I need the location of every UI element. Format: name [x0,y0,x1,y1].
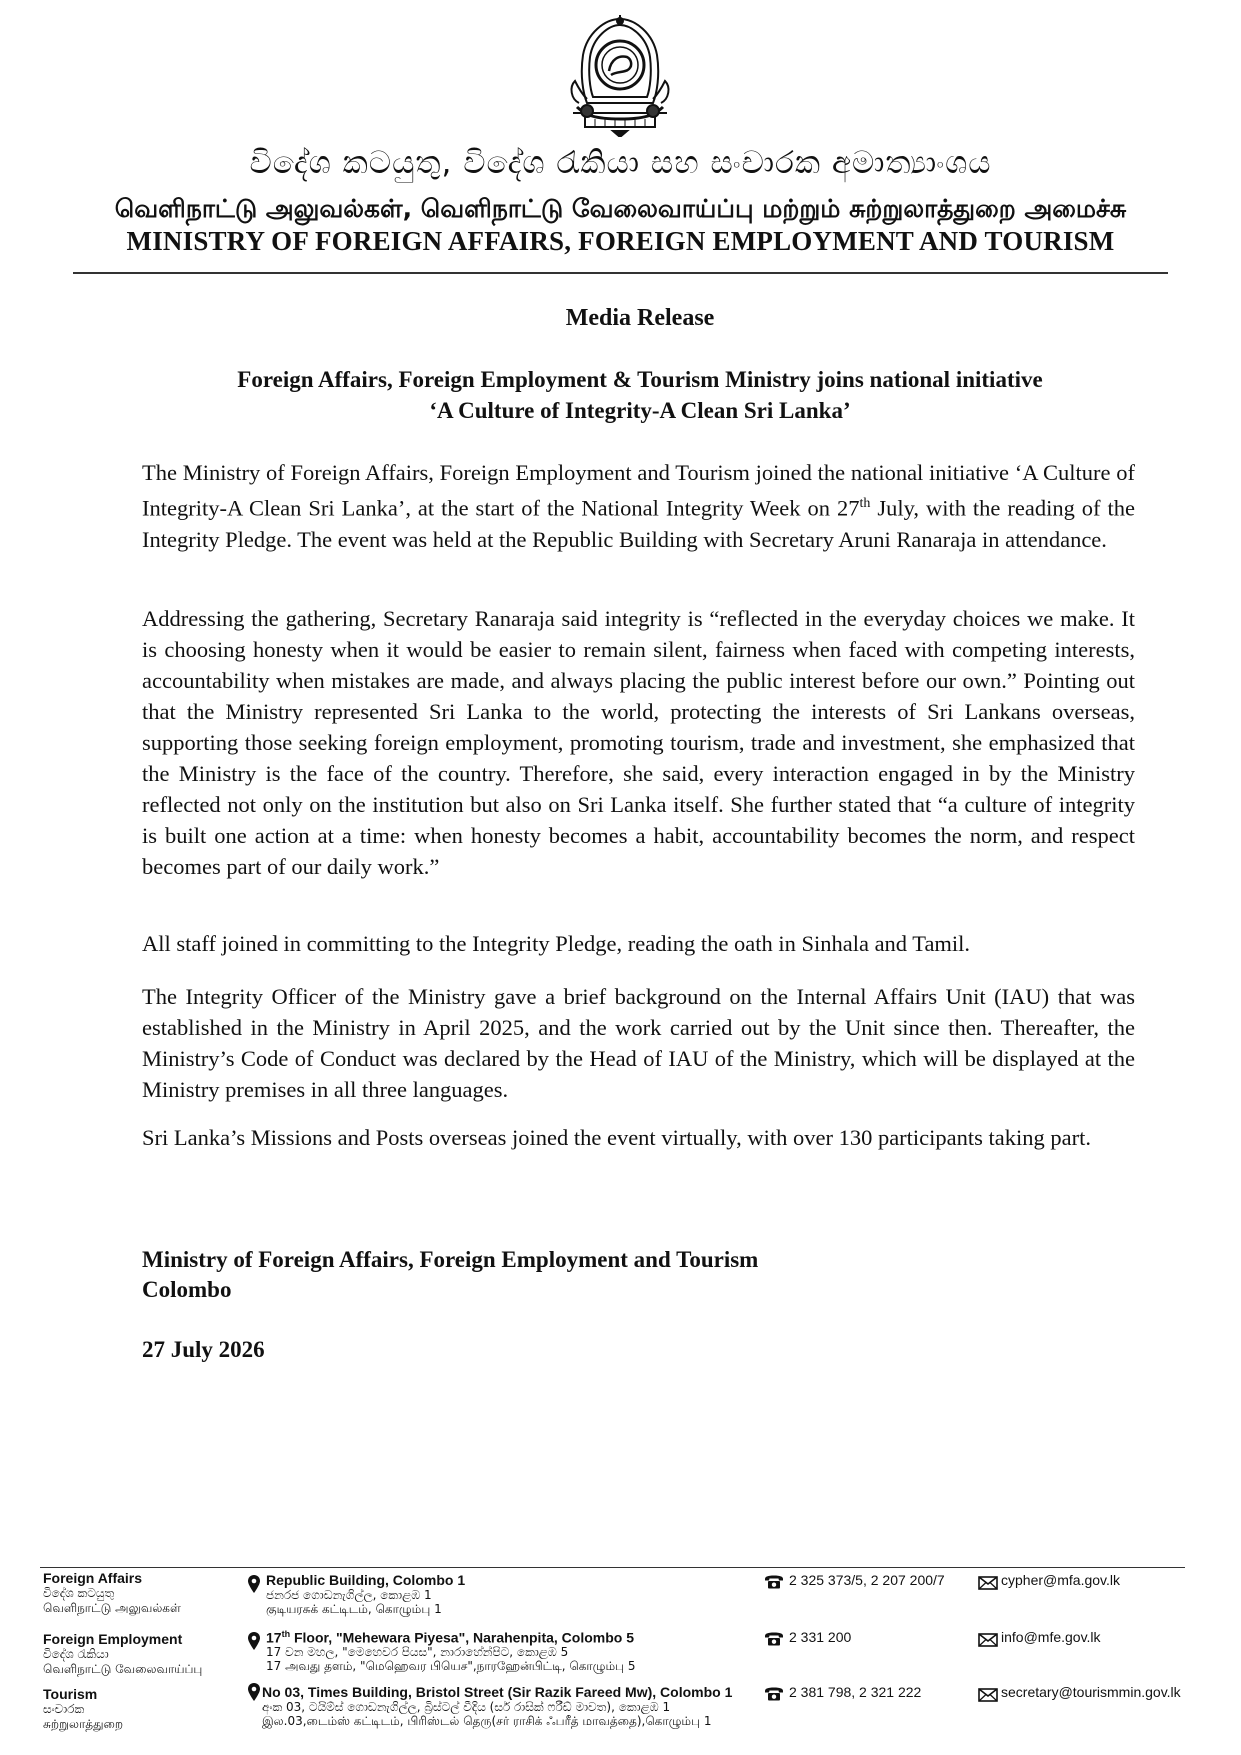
footer-dept-tourism: Tourism [43,1686,98,1702]
header-ministry-tamil: வெளிநாட்டு அலுவல்கள், வெளிநாட்டு வேலைவாய்ப்பு மற்றும் சுற்றுலாத்துறை அமைச்சு [114,194,1127,223]
paragraph-2: Addressing the gathering, Secretary Ranaraja said integrity is “reflected in the everyday choices we make. It is choosing honesty when it would be easier to remain silent, fairness when faced with competing interests, accountability when mistakes are made, and always placing the public interest before our own.” Pointing out that the Ministry represented Sri Lanka to the world, protecting the interests of Sri Lankans overseas, supporting those seeking foreign employment, promoting tourism, trade and investment, she emphasized that the Ministry is the face of the country. Therefore, she said, every interaction engaged in by the Ministry reflected not only on the institution but also on Sri Lanka itself. She further stated that “a culture of integrity is built one action at a time: when honesty becomes a habit, accountability becomes the norm, and respect becomes part of our daily work.” [142,606,1135,879]
footer-address-superscript: th [281,1629,291,1639]
paragraph-1-part-a: The Ministry of Foreign Affairs, Foreign Employment and Tourism joined the national initiative ‘A Culture of Integrity-A Clean Sri Lanka’, at the start of the National Integrity Week on 27 [142,460,1135,521]
footer-dept-si: විදේශ කටයුතු [43,1586,115,1600]
paragraph-1 [142,457,1135,555]
footer-telephone: 2 325 373/5, 2 207 200/7 [789,1572,945,1588]
footer-dept-foreign-employment: Foreign Employment [43,1631,183,1647]
footer-dept-si: සංචාරක [43,1702,85,1716]
header-ministry-english: MINISTRY OF FOREIGN AFFAIRS, FOREIGN EMPLOYMENT AND TOURISM [126,226,1115,256]
footer-address: Republic Building, Colombo 1 [266,1572,466,1588]
footer-address-ta: 17 அவது தளம், "மெஹெவர பியெச",நாரஹேன்பிட்டி, கொழும்பு 5 [266,1659,636,1673]
footer-address [266,1629,634,1646]
footer-address-si: අංක 03, ටයිම්ස් ගොඩනැගිල්ල, බ්‍රිස්ටල් වීදිය (සර් රාසික් ෆරීඩ් මාවත), කොළඹ 1 [262,1700,671,1714]
map-pin-icon [248,1632,260,1650]
footer-dept-ta: சுற்றுலாத்துறை [43,1717,124,1731]
signoff-ministry: Ministry of Foreign Affairs, Foreign Employment and Tourism [142,1247,759,1272]
envelope-icon [978,1576,998,1590]
footer-address-si: 17 වන මහල, "මෙහෙවර පියස", නාරාහේන්පිට, කොළඹ 5 [266,1645,569,1659]
footer-email-link[interactable]: info@mfe.gov.lk [1001,1629,1101,1645]
footer-email-link[interactable]: secretary@tourismmin.gov.lk [1001,1684,1181,1700]
telephone-icon [764,1632,784,1646]
release-date: 27 July 2026 [142,1337,265,1362]
footer-address-rest: Floor, "Mehewara Piyesa", Narahenpita, Colombo 5 [290,1629,635,1646]
footer-telephone: 2 381 798, 2 321 222 [789,1684,922,1700]
paragraph-5: Sri Lanka’s Missions and Posts overseas joined the event virtually, with over 130 participants taking part. [142,1125,1091,1150]
footer-divider [40,1567,1185,1568]
map-pin-icon [248,1575,260,1593]
envelope-icon [978,1633,998,1647]
paragraph-1-part-b: July, with the reading of the Integrity Pledge. The event was held at the Republic Building with Secretary Aruni Ranaraja in attendance. [142,495,1135,552]
header-ministry-sinhala: විදේශ කටයුතු, විදේශ රැකියා සහ සංචාරක අමාත්‍යාංශය [249,145,992,181]
footer-email-link[interactable]: cypher@mfa.gov.lk [1001,1572,1120,1588]
paragraph-3: All staff joined in committing to the Integrity Pledge, reading the oath in Sinhala and Tamil. [142,931,971,956]
footer-telephone: 2 331 200 [789,1629,852,1645]
release-title: Media Release [565,305,715,331]
header-divider [73,272,1168,274]
paragraph-4: The Integrity Officer of the Ministry gave a brief background on the Internal Affairs Unit (IAU) that was established in the Ministry in April 2025, and the work carried out by the Unit since then. Thereafter, the Ministry’s Code of Conduct was declared by the Head of IAU of the Ministry, which will be displayed at the Ministry premises in all three languages. [142,984,1135,1102]
paragraph-1-superscript: th [859,496,871,511]
signoff-city: Colombo [142,1277,232,1302]
footer-address-ta: இல.03,டைம்ஸ் கட்டிடம், பிரிஸ்டல் தெரு(சர் ராசிக் ஃபரீத் மாவத்தை),கொழும்பு 1 [262,1714,712,1728]
footer-address-ta: குடியரசுக் கட்டிடம், கொழும்பு 1 [266,1602,442,1616]
envelope-icon [978,1688,998,1702]
footer-dept-si: විදේශ රැකියා [43,1647,109,1661]
footer-dept-ta: வெளிநாட்டு அலுவல்கள் [43,1601,181,1615]
footer-dept-foreign-affairs: Foreign Affairs [43,1570,143,1586]
telephone-icon [764,1575,784,1589]
footer-address-floor: 17 [266,1629,282,1646]
state-emblem-icon [565,15,675,137]
footer-address: No 03, Times Building, Bristol Street (Sir Razik Fareed Mw), Colombo 1 [262,1684,733,1700]
footer-dept-ta: வெளிநாட்டு வேலைவாய்ப்பு [43,1662,203,1676]
footer-address-si: ජනරජ ගොඩනැගිල්ල, කොළඹ 1 [266,1588,432,1602]
telephone-icon [764,1687,784,1701]
release-heading-line1: Foreign Affairs, Foreign Employment & Tourism Ministry joins national initiative [237,367,1043,392]
map-pin-icon [248,1683,260,1701]
release-heading-line2: ‘A Culture of Integrity-A Clean Sri Lanka’ [429,398,851,423]
